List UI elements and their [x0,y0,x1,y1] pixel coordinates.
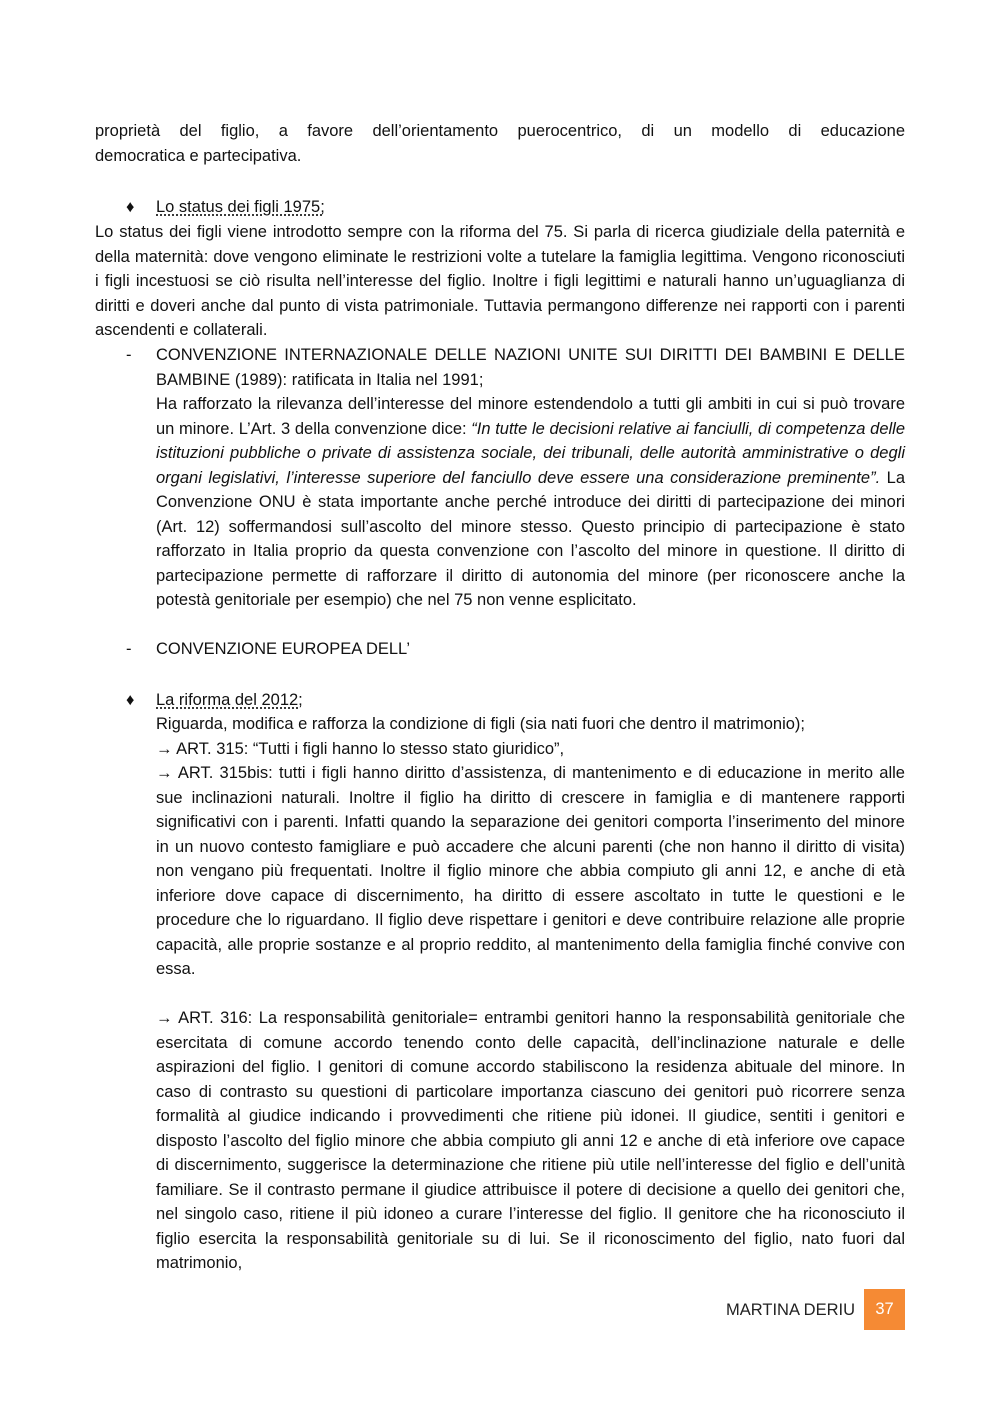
convention-eu-title: CONVENZIONE EUROPEA DELL’ [156,640,410,658]
section-heading-2012-text: La riforma del 2012 [156,691,299,709]
reform-2012-intro: Riguarda, modifica e rafforza la condizione di figli (sia nati fuori che dentro il matrimonio); [156,715,806,733]
intro-line-2: democratica e partecipativa. [95,147,302,165]
footer-author: MARTINA DERIU [726,1301,855,1319]
convention-un-title: CONVENZIONE INTERNAZIONALE DELLE NAZIONI UNITE SUI DIRITTI DEI BAMBINI E DELLE BAMBINE (1989): ratificata in Italia nel 1991; [156,346,905,389]
status-paragraph: Lo status dei figli viene introdotto sempre con la riforma del 75. Si parla di ricerca giudiziale della paternità e della maternità: dove vengono eliminate le restrizioni volte a tutelare la famiglia legittima. Vengono riconosciuti i figli incestuosi se ciò risulta nell’interesse del figlio. Inoltre i figli legittimi e naturali hanno un’uguaglianza di diritti e doveri anche dal punto di vista patrimoniale. Tuttavia permangono differenze nei rapporti con i parenti ascendenti e collaterali. [95,223,905,340]
art-316: → ART. 316: La responsabilità genitoriale= entrambi genitori hanno la responsabilità genitoriale che esercitata di comune accordo tenendo conto delle capacità, dell’inclinazione naturale e delle aspirazioni del figlio. I genitori di comune accordo stabiliscono la residenza abituale del minore. In caso di contrasto su questioni di particolare importanza ciascuno dei genitori può ricorrere senza formalità al giudice indicando i provvedimenti che ritiene più idonei. Il giudice, sentiti i genitori e disposto l’ascolto del figlio minore che abbia compiuto gli anni 12 e anche di età inferiore ove capace di discernimento, suggerisce la determinazione che ritiene più utile nell’interesse del figlio e dell’unità familiare. Se il contrasto permane il giudice attribuisce il potere di decisione a quello dei genitori che, nel singolo caso, ritiene il più idoneo a curare l’interesse del figlio. Il genitore che ha riconosciuto il figlio esercita la responsabilità genitoriale su di lui. Se il riconoscimento del figlio, nato fuori dal matrimonio, [156,1009,905,1273]
convention-un-text-before: Ha rafforzato la rilevanza dell’interesse del minore estendendolo a tutti gli ambiti in cui si può trovare un minore. L’Art. 3 della convenzione dice: [156,395,905,438]
section-heading-status: Lo status dei figli 1975; [156,198,325,216]
convention-un-paragraph [156,392,905,613]
intro-line-1: proprietà del figlio, a favore dell’orientamento puerocentrico, di un modello di educazione [95,122,905,140]
section-heading-2012 [156,688,303,713]
art-315bis: → ART. 315bis: tutti i figli hanno diritto d’assistenza, di mantenimento e di educazione in merito alle sue inclinazioni naturali. Inoltre il figlio ha diritto di crescere in famiglia e di mantenere rapporti significativi con i parenti. Infatti quando la separazione dei genitori comporta l’inserimento del minore in un nuovo contesto famigliare e può accadere che alcuni parenti (che non hanno il diritto di visita) non vengano più frequentati. Inoltre il figlio minore che abbia compiuto gli anni 12, e anche di età inferiore dove capace di discernimento, ha diritto di essere ascoltato in tutte le questioni e le procedure che lo riguardano. Il figlio deve rispettare i genitori e deve contribuire relazione alle proprie capacità, alle proprie sostanze e al proprio reddito, al mantenimento della famiglia finché convive con essa. [156,764,905,979]
dash-bullet-icon: - [126,346,132,364]
page-number-badge: 37 [864,1289,905,1330]
art3-quote: “In tutte le decisioni relative ai fanciulli, di competenza delle istituzioni pubbliche o private di assistenza sociale, dei tribunali, delle autorità amministrative o degli organi legislativi, l’interesse superiore del fanciullo deve essere una considerazione preminente”. [156,419,905,487]
diamond-bullet-icon: ♦ [126,198,135,216]
section-heading-2012-suffix: ; [298,691,303,709]
convention-un-text-after: La Convenzione ONU è stata importante anche perché introduce dei diritti di partecipazione dei minori (Art. 12) soffermandosi sull’ascolto del minore stesso. Questo principio di partecipazione è stato rafforzato in Italia proprio da questa convenzione con l’ascolto del minore in questione. Il diritto di partecipazione permette di rafforzare il diritto di autonomia del minore (per riconoscere anche la potestà genitoriale per esempio) che nel 75 non venne esplicitato. [156,468,906,610]
dash-bullet-icon: - [126,640,132,658]
diamond-bullet-icon: ♦ [126,691,135,709]
art-315: → ART. 315: “Tutti i figli hanno lo stesso stato giuridico”, [156,740,565,758]
